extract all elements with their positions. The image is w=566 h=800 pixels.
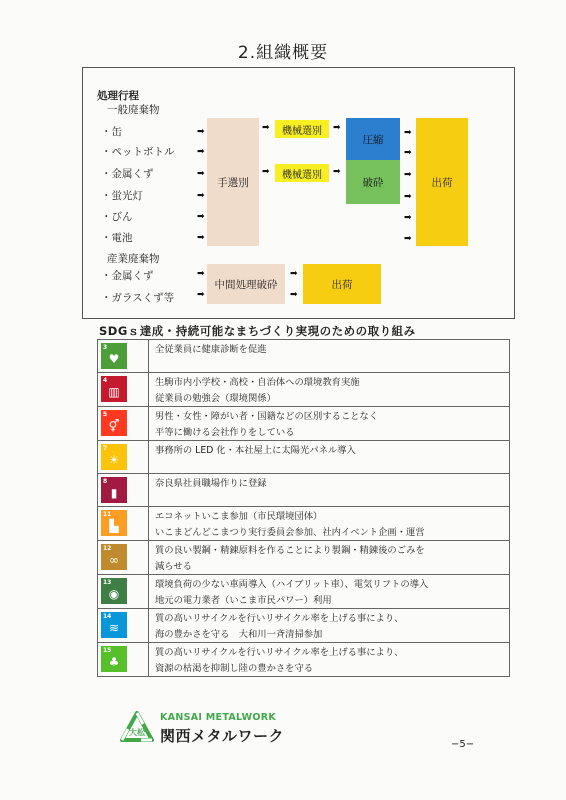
sdg-goal-number: 5: [103, 411, 108, 418]
sdg-icon-cell: [98, 575, 149, 609]
sdg-initiative-text: [149, 373, 510, 407]
compression-box: 圧縮: [346, 118, 400, 160]
sdg-initiative-text: [149, 407, 510, 441]
sdg-row-goal-4: [98, 373, 510, 407]
sdg-initiative-line: 従業員の勉強会（環境関係）: [155, 392, 276, 404]
brand-name-english: KANSAI METALWORK: [160, 712, 277, 723]
sdg-icon-cell: [98, 643, 149, 677]
sdg-initiative-line: 男性・女性・障がい者・国籍などの区別することなく: [155, 411, 379, 422]
sdg-goal-number: 7: [103, 445, 108, 452]
arrow-icon: ➡: [404, 170, 412, 180]
sdg-initiative-text: [149, 507, 510, 541]
arrow-icon: ➡: [404, 128, 412, 138]
sdg-goal-number: 8: [103, 478, 108, 485]
fish-icon: [101, 612, 127, 638]
page-number: −5−: [451, 739, 475, 750]
process-heading: 処理行程: [97, 90, 139, 102]
brand-name-japanese: 関西メタルワーク: [160, 727, 285, 745]
sdg-initiative-line: 平等に働ける会社作りをしている: [155, 426, 295, 438]
sdg-initiative-line: いこまどんどこまつり実行委員会参加、社内イベント企画・運営: [155, 526, 425, 538]
industrial-waste-label: 産業廃棄物: [107, 253, 160, 265]
sdg-goal-number: 3: [103, 344, 108, 351]
arrow-icon: ➡: [404, 192, 412, 202]
sdgs-table: [97, 339, 510, 677]
sdg-glyph: ≋: [108, 620, 120, 635]
heartbeat-icon: [101, 343, 127, 369]
arrow-icon: ➡: [290, 290, 298, 300]
sdg-glyph: ⚥: [108, 418, 120, 433]
sdg-glyph: ▮: [110, 485, 118, 500]
arrow-icon: ➡: [290, 269, 298, 279]
sdg-icon-cell: [98, 373, 149, 407]
sdg-row-goal-11: [98, 507, 510, 541]
sdg-icon-cell: [98, 541, 149, 575]
company-logo: [119, 710, 155, 750]
sdg-glyph: ♥: [108, 351, 120, 366]
sdg-goal-number: 15: [103, 647, 112, 654]
sdg-goal-number: 13: [103, 579, 112, 586]
sdg-initiative-text: [149, 575, 510, 609]
waste-item-can: ・缶: [101, 126, 122, 138]
sdg-initiative-line: 地元の電力業者（いこま市民パワー）利用: [155, 594, 332, 606]
gender-icon: [101, 410, 127, 436]
sdg-initiative-line: 質の良い製鋼・精錬原料を作ることにより製鋼・精錬後のごみを: [155, 545, 425, 556]
sdg-initiative-line: 全従業員に健康診断を促進: [155, 344, 267, 355]
city-icon: [101, 510, 127, 536]
infinity-icon: [101, 544, 127, 570]
sdg-glyph: ▙: [109, 518, 119, 533]
sdg-glyph: ▥: [108, 384, 120, 399]
arrow-icon: ➡: [197, 212, 205, 222]
sdg-row-goal-14: [98, 609, 510, 643]
logo-mark-text: 大松: [129, 728, 145, 737]
sdg-goal-number: 11: [103, 511, 112, 518]
industrial-item-glass: ・ガラスくず等: [101, 292, 175, 304]
sdg-initiative-line: 減らせる: [155, 560, 192, 572]
machine-sorting-box-2: 機械選別: [275, 164, 329, 182]
eye-icon: [101, 578, 127, 604]
sdg-goal-number: 4: [103, 377, 108, 384]
arrow-icon: ➡: [197, 269, 205, 279]
waste-item-fluorescent-lamp: ・蛍光灯: [101, 190, 143, 202]
machine-sorting-box-1: 機械選別: [275, 120, 329, 138]
sdg-icon-cell: [98, 507, 149, 541]
sdg-glyph: ☀: [108, 452, 120, 467]
hand-sorting-box: 手選別: [207, 118, 259, 246]
arrow-icon: ➡: [197, 147, 205, 157]
arrow-icon: ➡: [262, 123, 270, 133]
sdg-initiative-text: [149, 441, 510, 474]
waste-item-battery: ・電池: [101, 232, 133, 244]
arrow-icon: ➡: [404, 213, 412, 223]
sdg-initiative-text: [149, 340, 510, 373]
recycle-logo-icon: [119, 710, 155, 746]
shipping-box-1: 出荷: [416, 118, 468, 246]
sdg-initiative-line: 事務所の LED 化・本社屋上に太陽光パネル導入: [155, 445, 356, 456]
industrial-item-scrap-metal: ・金属くず: [101, 270, 154, 282]
waste-item-bottle: ・びん: [101, 211, 133, 223]
arrow-icon: ➡: [404, 234, 412, 244]
arrow-icon: ➡: [197, 290, 205, 300]
sdg-row-goal-3: [98, 340, 510, 373]
sdg-initiative-line: 海の豊かさを守る 大和川一斉清掃参加: [155, 628, 323, 640]
sdg-icon-cell: [98, 340, 149, 373]
sdg-goal-number: 12: [103, 545, 112, 552]
sdg-icon-cell: [98, 609, 149, 643]
arrow-icon: ➡: [197, 191, 205, 201]
sdg-row-goal-13: [98, 575, 510, 609]
sdg-icon-cell: [98, 441, 149, 474]
sdg-glyph: ◉: [108, 586, 120, 601]
shipping-box-2: 出荷: [303, 264, 381, 304]
arrow-icon: ➡: [197, 169, 205, 179]
arrow-icon: ➡: [197, 233, 205, 243]
sdg-row-goal-5: [98, 407, 510, 441]
arrow-icon: ➡: [262, 167, 270, 177]
sdg-initiative-line: 質の高いリサイクルを行いリサイクル率を上げる事により、: [155, 647, 404, 658]
sdg-goal-number: 14: [103, 613, 112, 620]
arrow-icon: ➡: [404, 148, 412, 158]
sdg-glyph: ∞: [109, 552, 119, 567]
sdg-icon-cell: [98, 407, 149, 441]
sdg-icon-cell: [98, 474, 149, 507]
sdg-initiative-line: 奈良県社員職場作りに登録: [155, 478, 267, 489]
sun-icon: [101, 444, 127, 470]
arrow-icon: ➡: [197, 127, 205, 137]
growth-chart-icon: [101, 477, 127, 503]
general-waste-label: 一般廃棄物: [107, 104, 160, 116]
sdg-initiative-text: [149, 541, 510, 575]
sdg-initiative-line: 資源の枯渇を抑制し陸の豊かさを守る: [155, 662, 314, 674]
sdg-initiative-line: 質の高いリサイクルを行いリサイクル率を上げる事により、: [155, 613, 404, 624]
book-icon: [101, 376, 127, 402]
sdg-initiative-line: エコネットいこま参加（市民環境団体）: [155, 511, 323, 522]
sdg-glyph: ♣: [108, 654, 120, 669]
intermediate-crushing-box: 中間処理破砕: [207, 264, 285, 304]
sdg-row-goal-12: [98, 541, 510, 575]
waste-item-pet-bottle: ・ペットボトル: [101, 146, 175, 158]
sdg-initiative-text: [149, 643, 510, 677]
page-title: 2.組織概要: [237, 43, 329, 63]
arrow-icon: ➡: [333, 123, 341, 133]
sdg-row-goal-15: [98, 643, 510, 677]
sdgs-heading: SDGｓ達成・持続可能なまちづくり実現のための取り組み: [99, 324, 416, 338]
sdg-initiative-text: [149, 609, 510, 643]
sdg-row-goal-7: [98, 441, 510, 474]
sdg-initiative-line: 生駒市内小学校・高校・自治体への環境教育実施: [155, 377, 360, 388]
sdg-row-goal-8: [98, 474, 510, 507]
tree-icon: [101, 646, 127, 672]
sdg-initiative-line: 環境負荷の少ない車両導入（ハイブリット車）、電気リフトの導入: [155, 579, 429, 590]
arrow-icon: ➡: [333, 167, 341, 177]
crushing-box: 破砕: [346, 160, 400, 204]
sdg-initiative-text: [149, 474, 510, 507]
waste-item-scrap-metal: ・金属くず: [101, 168, 154, 180]
